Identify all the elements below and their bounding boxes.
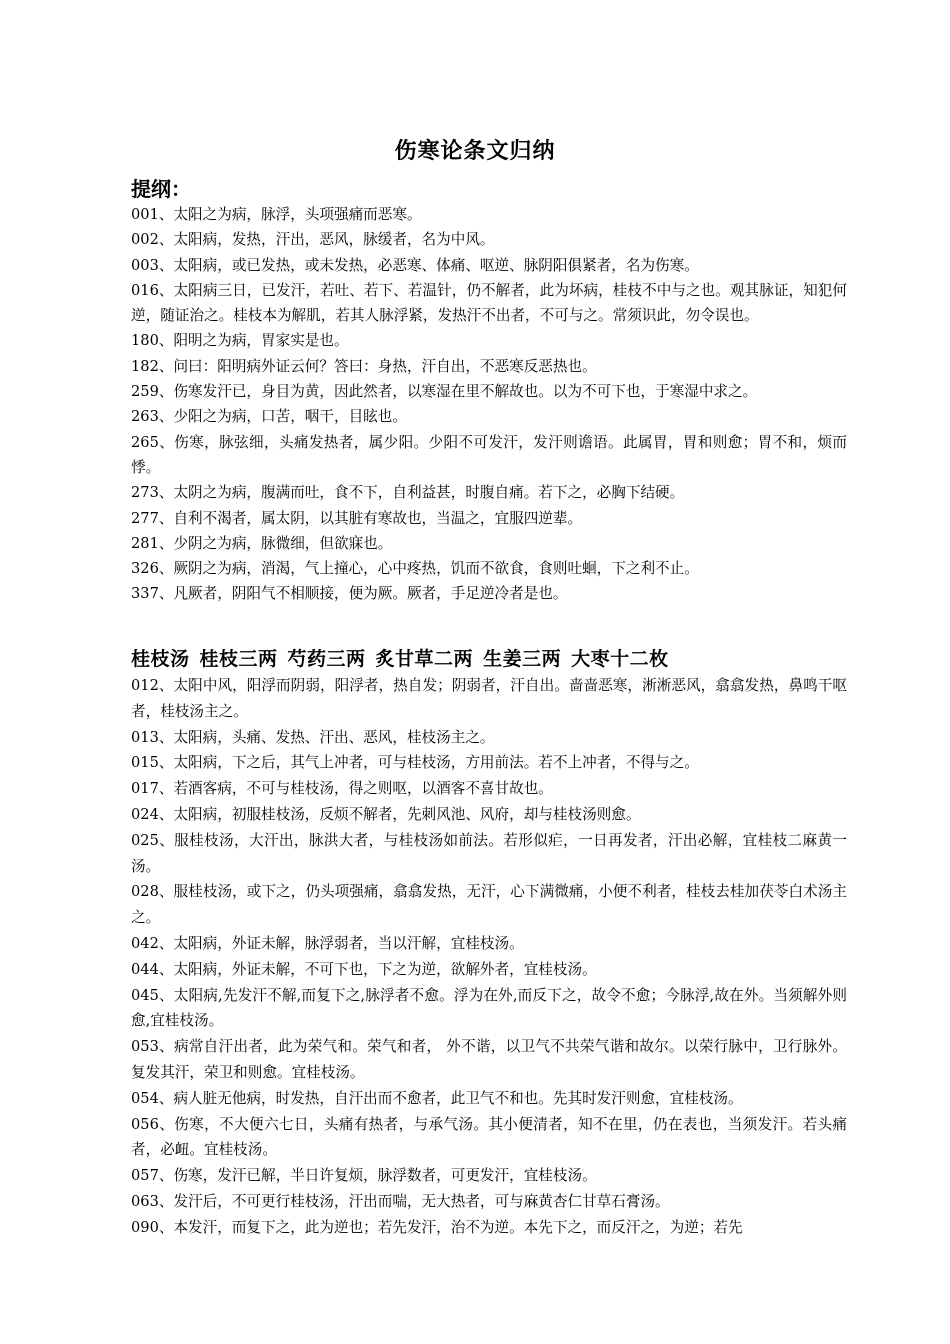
list-item: 337、凡厥者，阴阳气不相顺接，便为厥。厥者，手足逆冷者是也。 xyxy=(131,585,568,603)
list-item: 002、太阳病，发热，汗出，恶风，脉缓者，名为中风。 xyxy=(131,231,495,249)
guizhi-tang-entries xyxy=(131,673,847,1241)
list-item: 259、伤寒发汗已，身目为黄，因此然者，以寒湿在里不解故也。以为不可下也，于寒湿中求之。 xyxy=(131,383,758,401)
list-item: 045、太阳病,先发汗不解,而复下之,脉浮者不愈。浮为在外,而反下之，故令不愈；今脉浮,故在外。当须解外则愈,宜桂枝汤。 xyxy=(131,986,847,1030)
ingredient-label: 芍药三两 xyxy=(287,648,366,670)
list-item: 003、太阳病，或已发热，或未发热，必恶寒、体痛、呕逆、脉阴阳俱紧者，名为伤寒。 xyxy=(131,256,699,274)
list-item: 056、伤寒，不大便六七日，头痛有热者，与承气汤。其小便清者，知不在里，仍在表也，当须发汗。若头痛者，必衄。宜桂枝汤。 xyxy=(131,1115,847,1159)
list-item: 025、服桂枝汤，大汗出，脉洪大者，与桂枝汤如前法。若形似疟，一日再发者，汗出必解，宜桂枝二麻黄一汤。 xyxy=(131,831,847,875)
list-item: 042、太阳病，外证未解，脉浮弱者，当以汗解，宜桂枝汤。 xyxy=(131,934,524,952)
list-item: 044、太阳病，外证未解，不可下也，下之为逆，欲解外者，宜桂枝汤。 xyxy=(131,960,597,978)
list-item: 265、伤寒，脉弦细，头痛发热者，属少阳。少阳不可发汗，发汗则谵语。此属胃，胃和则愈；胃不和，烦而悸。 xyxy=(131,433,847,476)
list-item: 012、太阳中风，阳浮而阴弱，阳浮者，热自发；阴弱者，汗自出。啬啬恶寒，淅淅恶风，翕翕发热，鼻鸣干呕者，桂枝汤主之。 xyxy=(131,677,847,720)
list-item: 001、太阳之为病，脉浮，头项强痛而恶寒。 xyxy=(131,206,422,223)
list-item: 016、太阳病三日，已发汗，若吐、若下、若温针，仍不解者，此为坏病，桂枝不中与之也。观其脉证，知犯何逆，随证治之。桂枝本为解肌，若其人脉浮紧，发热汗不出者，不可与之。常须识此，勿令误也。 xyxy=(131,281,847,325)
section-heading-guizhi-tang xyxy=(131,646,679,672)
list-item: 063、发汗后，不可更行桂枝汤，汗出而喘，无大热者，可与麻黄杏仁甘草石膏汤。 xyxy=(131,1192,670,1210)
formula-name: 桂枝汤 xyxy=(131,648,190,670)
outline-entries xyxy=(131,202,847,607)
list-item: 057、伤寒，发汗已解，半日许复烦，脉浮数者，可更发汗，宜桂枝汤。 xyxy=(131,1167,597,1185)
ingredient-label: 大枣十二枚 xyxy=(571,648,669,670)
ingredient-label: 桂枝三两 xyxy=(199,648,278,670)
list-item: 180、阳明之为病，胃家实是也。 xyxy=(131,332,349,350)
list-item: 182、问曰：阳明病外证云何？答曰：身热，汗自出，不恶寒反恶热也。 xyxy=(131,357,597,375)
list-item: 090、本发汗，而复下之，此为逆也；若先发汗，治不为逆。本先下之，而反汗之，为逆；若先 xyxy=(131,1218,743,1236)
list-item: 054、病人脏无他病，时发热，自汗出而不愈者，此卫气不和也。先其时发汗则愈，宜桂枝汤。 xyxy=(131,1089,743,1107)
list-item: 273、太阴之为病，腹满而吐，食不下，自利益甚，时腹自痛。若下之，必胸下结硬。 xyxy=(131,484,685,502)
document-title: 伤寒论条文归纳 xyxy=(394,138,556,164)
list-item: 053、病常自汗出者，此为荣气和。荣气和者， 外不谐，以卫气不共荣气谐和故尔。以荣行脉中，卫行脉外。复发其汗，荣卫和则愈。宜桂枝汤。 xyxy=(131,1038,847,1081)
ingredient-label: 生姜三两 xyxy=(483,648,562,670)
list-item: 013、太阳病，头痛、发热、汗出、恶风，桂枝汤主之。 xyxy=(131,728,495,746)
list-item: 015、太阳病，下之后，其气上冲者，可与桂枝汤，方用前法。若不上冲者，不得与之。 xyxy=(131,754,699,772)
list-item: 326、厥阴之为病，消渴，气上撞心，心中疼热，饥而不欲食，食则吐蛔，下之利不止。 xyxy=(131,560,699,578)
list-item: 281、少阴之为病，脉微细，但欲寐也。 xyxy=(131,534,393,552)
list-item: 028、服桂枝汤，或下之，仍头项强痛，翕翕发热，无汗，心下满微痛，小便不利者，桂枝去桂加茯苓白术汤主之。 xyxy=(131,883,847,927)
list-item: 277、自利不渴者，属太阴，以其脏有寒故也，当温之，宜服四逆辈。 xyxy=(131,509,583,527)
section-heading-outline: 提纲： xyxy=(131,177,191,201)
list-item: 263、少阳之为病，口苦，咽干，目眩也。 xyxy=(131,408,407,426)
list-item: 017、若酒客病，不可与桂枝汤，得之则呕，以酒客不喜甘故也。 xyxy=(131,780,553,798)
ingredient-label: 炙甘草二两 xyxy=(375,648,474,670)
list-item: 024、太阳病，初服桂枝汤，反烦不解者，先刺风池、风府，却与桂枝汤则愈。 xyxy=(131,805,641,823)
